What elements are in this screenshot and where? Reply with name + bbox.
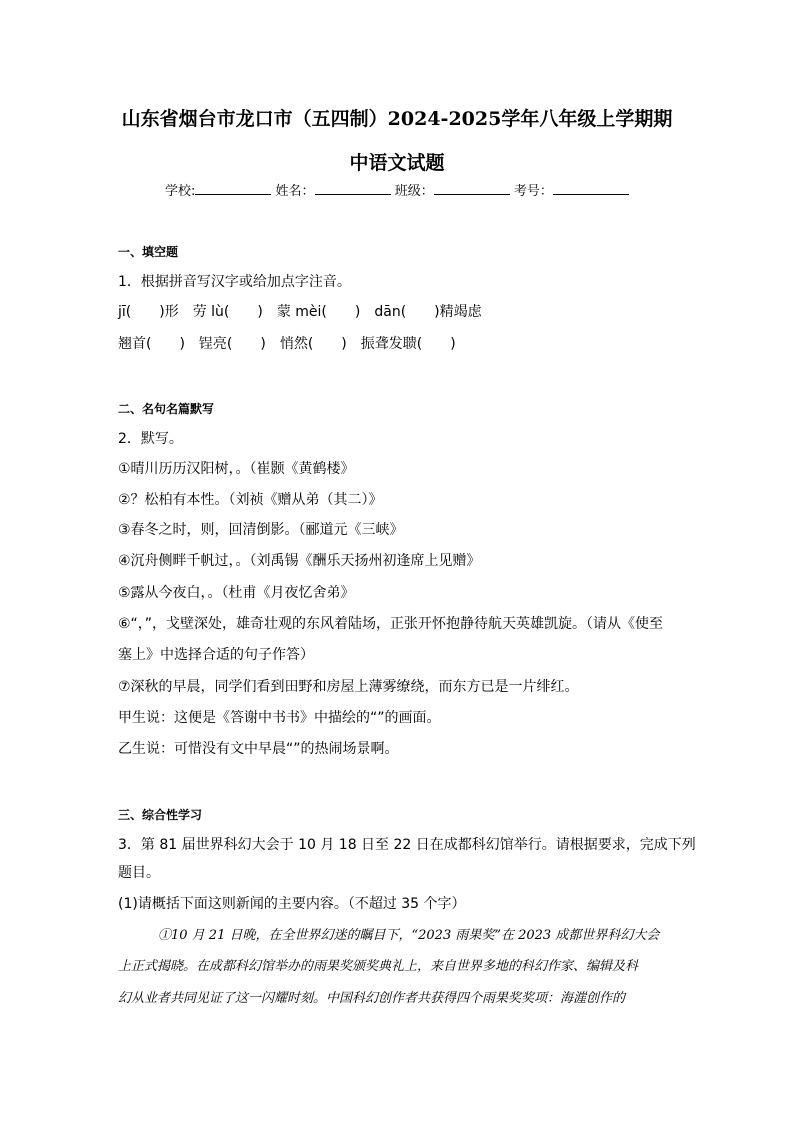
section-2-heading: 二、名句名篇默写 <box>118 402 215 416</box>
news-paragraph-line-3: 幻从业者共同见证了这一闪耀时刻。中国科幻创作者共获得四个雨果奖奖项：海漄创作的 <box>118 991 626 1006</box>
recitation-item-2: ②？松柏有本性。（刘祯《赠从弟（其二）》 <box>118 492 383 508</box>
news-paragraph-line-2: 上正式揭晓。在成都科幻馆举办的雨果奖颁奖典礼上，来自世界多地的科幻作家、编辑及科 <box>118 959 639 974</box>
recitation-item-3: ③春冬之时，则，回清倒影。（郦道元《三峡》 <box>118 522 404 538</box>
class-label: 班级： <box>394 184 434 199</box>
number-label: 考号： <box>513 184 553 199</box>
school-blank[interactable] <box>195 181 271 195</box>
section-3-heading: 三、综合性学习 <box>118 808 203 822</box>
student-info-row <box>165 180 629 199</box>
exam-title-line-1: 山东省烟台市龙口市（五四制）2024-2025学年八年级上学期期 <box>121 108 673 130</box>
recitation-item-6-continued: 塞上》中选择合适的句子作答） <box>118 647 314 663</box>
name-blank[interactable] <box>315 181 391 195</box>
name-label: 姓名： <box>275 184 315 199</box>
question-1-prompt: 1．根据拼音写汉字或给加点字注音。 <box>118 274 351 290</box>
recitation-item-4: ④沉舟侧畔千帆过，。（刘禹锡《酬乐天扬州初逢席上见赠》 <box>118 553 481 569</box>
question-1-row-2: 翘首( ) 锃亮( ) 悄然( ) 振聋发聩( ) <box>118 336 456 352</box>
section-1-heading: 一、填空题 <box>118 245 179 259</box>
class-blank[interactable] <box>434 181 510 195</box>
recitation-item-7: ⑦深秋的早晨，同学们看到田野和房屋上薄雾缭绕，而东方已是一片绯红。 <box>118 679 579 695</box>
question-1-row-1: jī( )形 劳 lù( ) 蒙 mèi( ) dān( )精竭虑 <box>118 304 482 320</box>
student-jia-remark: 甲生说：这便是《答谢中书书》中描绘的“”的画面。 <box>118 710 441 726</box>
recitation-item-5: ⑤露从今夜白，。（杜甫《月夜忆舍弟》 <box>118 585 355 601</box>
recitation-item-1: ①晴川历历汉阳树，。（崔颢《黄鹤楼》 <box>118 461 355 477</box>
question-2-prompt: 2．默写。 <box>118 431 183 447</box>
student-yi-remark: 乙生说：可惜没有文中早晨“”的热闹场景啊。 <box>118 741 399 757</box>
question-3-line-2: 题目。 <box>118 865 160 881</box>
number-blank[interactable] <box>553 181 629 195</box>
news-paragraph-line-1: ①10 月 21 日晚，在全世界幻迷的瞩目下，“2023 雨果奖”在 2023 成都世界科幻大会 <box>158 928 660 943</box>
sub-question-1: (1)请概括下面这则新闻的主要内容。（不超过 35 个字） <box>118 896 466 912</box>
school-label: 学校: <box>165 184 196 199</box>
exam-title-line-2: 中语文试题 <box>349 152 445 174</box>
recitation-item-6: ⑥“，”，戈壁深处，雄奇壮观的东风着陆场，正张开怀抱静待航天英雄凯旋。（请从《使至 <box>118 616 664 632</box>
question-3-line-1: 3．第 81 届世界科幻大会于 10 月 18 日至 22 日在成都科幻馆举行。请根据要求，完成下列 <box>118 837 696 853</box>
